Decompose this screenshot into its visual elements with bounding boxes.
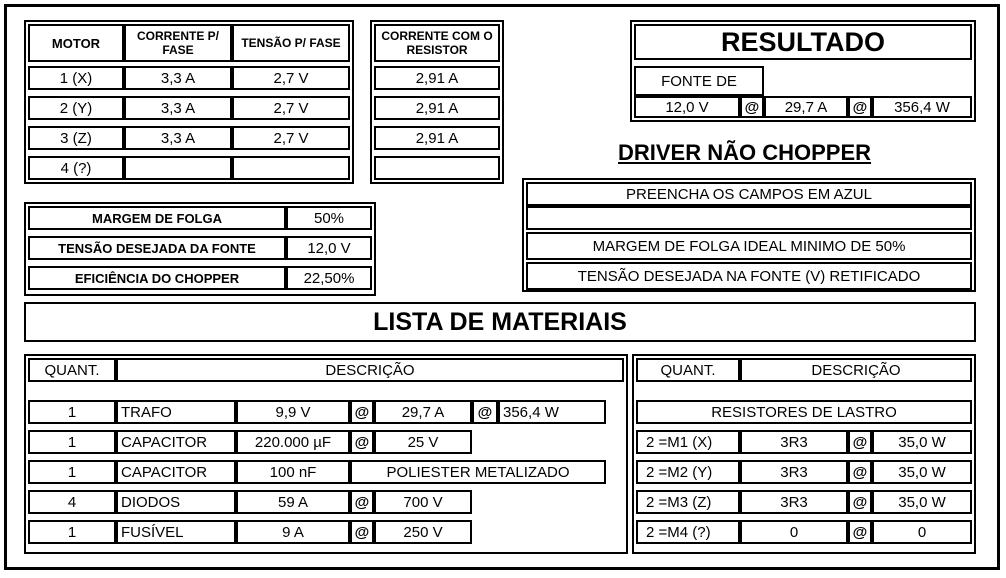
qty-cell: 1 xyxy=(28,520,116,544)
result-voltage: 12,0 V xyxy=(634,96,740,118)
note-line: PREENCHA OS CAMPOS EM AZUL xyxy=(526,182,972,206)
resistor-power: 35,0 W xyxy=(872,430,972,454)
resistor-value: 0 xyxy=(740,520,848,544)
rating-cell: 29,7 A xyxy=(374,400,472,424)
current-cell: 3,3 A xyxy=(124,96,232,120)
resistor-current-cell: 2,91 A xyxy=(374,96,500,120)
spec-cell: 100 nF xyxy=(236,460,350,484)
spec-cell: 9,9 V xyxy=(236,400,350,424)
resistor-value: 3R3 xyxy=(740,460,848,484)
at-symbol: @ xyxy=(848,96,872,118)
qty-cell: 1 xyxy=(28,460,116,484)
header-current-with-resistor: CORRENTE COM O RESISTOR xyxy=(374,24,500,62)
at-symbol: @ xyxy=(848,490,872,514)
note-line: TENSÃO DESEJADA NA FONTE (V) RETIFICADO xyxy=(526,262,972,290)
resistor-qty: 2 =M4 (?) xyxy=(636,520,740,544)
at-symbol: @ xyxy=(848,460,872,484)
motor-cell: 2 (Y) xyxy=(28,96,124,120)
current-cell[interactable] xyxy=(124,156,232,180)
result-source-label: FONTE DE xyxy=(634,66,764,96)
current-cell: 3,3 A xyxy=(124,126,232,150)
item-cell: CAPACITOR xyxy=(116,460,236,484)
result-power: 356,4 W xyxy=(872,96,972,118)
rating-cell: 250 V xyxy=(374,520,472,544)
item-cell: FUSÍVEL xyxy=(116,520,236,544)
resistors-title: RESISTORES DE LASTRO xyxy=(636,400,972,424)
qty-cell: 1 xyxy=(28,430,116,454)
resistor-value: 3R3 xyxy=(740,430,848,454)
result-current: 29,7 A xyxy=(764,96,848,118)
voltage-cell[interactable] xyxy=(232,156,350,180)
at-symbol: @ xyxy=(848,430,872,454)
param-value[interactable]: 12,0 V xyxy=(286,236,372,260)
param-label: MARGEM DE FOLGA xyxy=(28,206,286,230)
param-value[interactable]: 22,50% xyxy=(286,266,372,290)
resistor-power: 35,0 W xyxy=(872,490,972,514)
resistor-current-cell: 2,91 A xyxy=(374,66,500,90)
at-symbol: @ xyxy=(350,520,374,544)
resistor-qty: 2 =M2 (Y) xyxy=(636,460,740,484)
result-title: RESULTADO xyxy=(634,24,972,60)
voltage-cell: 2,7 V xyxy=(232,96,350,120)
header-quant: QUANT. xyxy=(28,358,116,382)
at-symbol: @ xyxy=(740,96,764,118)
header-current-per-phase: CORRENTE P/ FASE xyxy=(124,24,232,62)
spec-cell: 59 A xyxy=(236,490,350,514)
param-value[interactable]: 50% xyxy=(286,206,372,230)
item-cell: DIODOS xyxy=(116,490,236,514)
at-symbol: @ xyxy=(848,520,872,544)
voltage-cell: 2,7 V xyxy=(232,126,350,150)
driver-title: DRIVER NÃO CHOPPER xyxy=(618,140,872,165)
spec-cell: 220.000 µF xyxy=(236,430,350,454)
rating-cell: 25 V xyxy=(374,430,472,454)
resistor-power: 0 xyxy=(872,520,972,544)
header-quant: QUANT. xyxy=(636,358,740,382)
note-line: MARGEM DE FOLGA IDEAL MINIMO DE 50% xyxy=(526,232,972,260)
motor-cell: 4 (?) xyxy=(28,156,124,180)
current-cell: 3,3 A xyxy=(124,66,232,90)
header-voltage-per-phase: TENSÃO P/ FASE xyxy=(232,24,350,62)
rating-cell: 700 V xyxy=(374,490,472,514)
param-label: EFICIÊNCIA DO CHOPPER xyxy=(28,266,286,290)
header-motor: MOTOR xyxy=(28,24,124,62)
header-descricao: DESCRIÇÃO xyxy=(740,358,972,382)
note-cell: POLIESTER METALIZADO xyxy=(350,460,606,484)
voltage-cell: 2,7 V xyxy=(232,66,350,90)
resistor-current-cell[interactable] xyxy=(374,156,500,180)
qty-cell: 1 xyxy=(28,400,116,424)
extra-cell: 356,4 W xyxy=(498,400,606,424)
materials-title: LISTA DE MATERIAIS xyxy=(24,302,976,342)
at-symbol: @ xyxy=(472,400,498,424)
at-symbol: @ xyxy=(350,400,374,424)
motor-cell: 1 (X) xyxy=(28,66,124,90)
resistor-value: 3R3 xyxy=(740,490,848,514)
resistor-qty: 2 =M3 (Z) xyxy=(636,490,740,514)
resistor-current-cell: 2,91 A xyxy=(374,126,500,150)
item-cell: TRAFO xyxy=(116,400,236,424)
item-cell: CAPACITOR xyxy=(116,430,236,454)
qty-cell: 4 xyxy=(28,490,116,514)
at-symbol: @ xyxy=(350,430,374,454)
resistor-qty: 2 =M1 (X) xyxy=(636,430,740,454)
param-label: TENSÃO DESEJADA DA FONTE xyxy=(28,236,286,260)
at-symbol: @ xyxy=(350,490,374,514)
spec-cell: 9 A xyxy=(236,520,350,544)
header-descricao: DESCRIÇÃO xyxy=(116,358,624,382)
motor-cell: 3 (Z) xyxy=(28,126,124,150)
note-line xyxy=(526,206,972,230)
resistor-power: 35,0 W xyxy=(872,460,972,484)
